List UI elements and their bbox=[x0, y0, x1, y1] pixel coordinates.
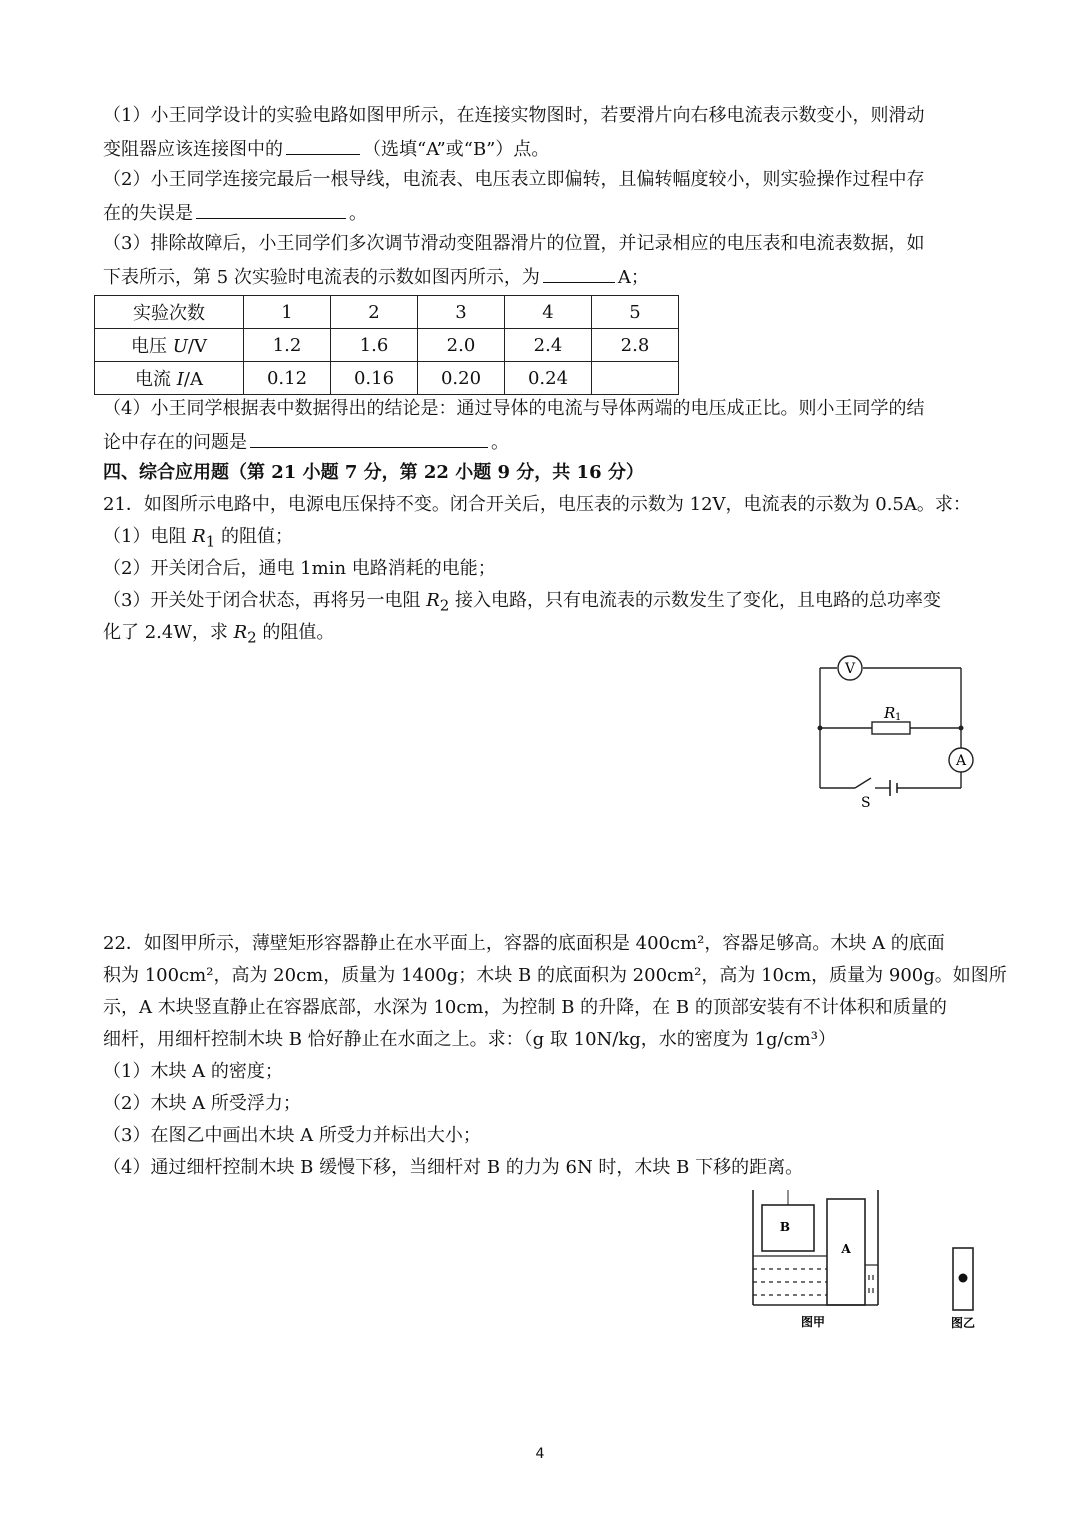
table-cell: 1.6 bbox=[331, 329, 418, 362]
table-header-cell bbox=[95, 362, 244, 395]
q20-part1-line2 bbox=[103, 136, 549, 162]
table-cell: 5 bbox=[592, 296, 679, 329]
q20-part4-line1: （4）小王同学根据表中数据得出的结论是：通过导体的电流与导体两端的电压成正比。则小王同学的结 bbox=[103, 398, 925, 419]
container-figure bbox=[745, 1185, 890, 1335]
voltage-label: 电压 bbox=[131, 336, 173, 357]
q21-sub3-line2 bbox=[103, 621, 334, 650]
answer-blank[interactable] bbox=[250, 429, 488, 448]
figure-caption-jia: 图甲 bbox=[800, 1315, 826, 1329]
table-cell: 2.4 bbox=[505, 329, 592, 362]
resistor-label-subscript: 1 bbox=[895, 712, 902, 723]
q22-line4: 细杆，用细杆控制木块 B 恰好静止在水面之上。求：（g 取 10N/kg，水的密度为 1g/cm³） bbox=[103, 1029, 836, 1050]
resistor-subscript: 1 bbox=[205, 532, 216, 551]
table-row bbox=[95, 362, 679, 395]
table-cell: 0.12 bbox=[244, 362, 331, 395]
q20-part4-text-b: 。 bbox=[491, 432, 509, 453]
table-cell: 0.20 bbox=[418, 362, 505, 395]
table-cell: 2 bbox=[331, 296, 418, 329]
page-number: 4 bbox=[535, 1446, 545, 1462]
q20-part2-text-b: 。 bbox=[349, 203, 367, 224]
q22-line2: 积为 100cm²，高为 20cm，质量为 1400g；木块 B 的底面积为 200cm²，高为 10cm，质量为 900g。如图所 bbox=[103, 965, 1007, 986]
q22-line1: 22．如图甲所示，薄壁矩形容器静止在水平面上，容器的底面积是 400cm²，容器足够高。木块 A 的底面 bbox=[103, 933, 945, 954]
q21-sub1-text-b: 的阻值； bbox=[215, 526, 294, 547]
voltmeter-label: V bbox=[844, 661, 856, 677]
table-cell: 4 bbox=[505, 296, 592, 329]
table-cell: 2.8 bbox=[592, 329, 679, 362]
table-cell: 3 bbox=[418, 296, 505, 329]
q20-part1-line1: （1）小王同学设计的实验电路如图甲所示，在连接实物图时，若要滑片向右移电流表示数变小，则滑动 bbox=[103, 105, 925, 126]
q20-part3-line2 bbox=[103, 264, 649, 290]
table-cell: 2.0 bbox=[418, 329, 505, 362]
answer-blank[interactable] bbox=[196, 200, 346, 219]
figure-caption-yi: 图乙 bbox=[950, 1316, 976, 1330]
experiment-data-table bbox=[94, 295, 679, 395]
resistor-symbol: R bbox=[192, 526, 206, 547]
voltage-symbol: U bbox=[172, 336, 188, 357]
q21-sub3-text-a: （3）开关处于闭合状态，再将另一电阻 bbox=[103, 590, 427, 611]
current-unit: /A bbox=[183, 369, 203, 390]
switch-label: S bbox=[861, 795, 871, 811]
table-cell: 1.2 bbox=[244, 329, 331, 362]
q22-sub2: （2）木块 A 所受浮力； bbox=[103, 1093, 301, 1114]
block-b-label: B bbox=[779, 1220, 791, 1234]
q20-part3-text-b: A； bbox=[617, 267, 649, 288]
q20-part3-text-a: 下表所示，第 5 次实验时电流表的示数如图丙所示，为 bbox=[103, 267, 540, 288]
answer-blank[interactable] bbox=[286, 136, 360, 155]
table-row bbox=[95, 329, 679, 362]
center-of-mass-dot bbox=[959, 1274, 968, 1283]
q20-part4-text-a: 论中存在的问题是 bbox=[103, 432, 247, 453]
resistor-symbol: R bbox=[426, 590, 440, 611]
force-figure bbox=[940, 1240, 985, 1335]
block-a-label: A bbox=[841, 1242, 851, 1256]
q21-sub3-line2-text-b: 的阻值。 bbox=[256, 622, 335, 643]
q20-part1-text-a: 变阻器应该连接图中的 bbox=[103, 139, 283, 160]
q20-part4-line2 bbox=[103, 429, 509, 455]
resistor-symbol: R bbox=[233, 622, 248, 643]
q21-sub2: （2）开关闭合后，通电 1min 电路消耗的电能； bbox=[103, 558, 496, 579]
section-heading: 四、综合应用题（第 21 小题 7 分，第 22 小题 9 分，共 16 分） bbox=[103, 462, 644, 483]
q20-part2-line2 bbox=[103, 200, 367, 226]
table-cell: 0.16 bbox=[331, 362, 418, 395]
q22-sub4: （4）通过细杆控制木块 B 缓慢下移，当细杆对 B 的力为 6N 时，木块 B 下移的距离。 bbox=[103, 1157, 804, 1178]
q22-sub3: （3）在图乙中画出木块 A 所受力并标出大小； bbox=[103, 1125, 481, 1146]
q20-part2-text-a: 在的失误是 bbox=[103, 203, 193, 224]
answer-blank[interactable] bbox=[543, 264, 615, 283]
q20-part2-line1: （2）小王同学连接完最后一根导线，电流表、电压表立即偏转，且偏转幅度较小，则实验操作过程中存 bbox=[103, 169, 925, 190]
q22-sub1: （1）木块 A 的密度； bbox=[103, 1061, 283, 1082]
voltage-unit: /V bbox=[187, 336, 207, 357]
q22-line3: 示，A 木块竖直静止在容器底部，水深为 10cm，为控制 B 的升降，在 B 的顶部安装有不计体积和质量的 bbox=[103, 997, 947, 1018]
resistor-subscript: 2 bbox=[247, 628, 257, 647]
current-label: 电流 bbox=[135, 369, 177, 390]
table-cell[interactable] bbox=[592, 362, 679, 395]
q21-sub1-text-a: （1）电阻 bbox=[103, 526, 193, 547]
ammeter-label: A bbox=[955, 753, 967, 769]
q21-sub3-text-b: 接入电路，只有电流表的示数发生了变化，且电路的总功率变 bbox=[449, 590, 942, 611]
resistor-label: R bbox=[884, 704, 896, 722]
table-header-cell: 实验次数 bbox=[95, 296, 244, 329]
table-cell: 1 bbox=[244, 296, 331, 329]
table-row bbox=[95, 296, 679, 329]
q21-sub1 bbox=[103, 525, 293, 554]
q21-stem: 21．如图所示电路中，电源电压保持不变。闭合开关后，电压表的示数为 12V，电流表的示数为 0.5A。求： bbox=[103, 494, 971, 515]
q21-sub3-line1 bbox=[103, 589, 941, 618]
resistor-subscript: 2 bbox=[439, 596, 450, 615]
q20-part1-text-b: （选填“A”或“B”）点。 bbox=[363, 139, 550, 160]
q21-sub3-line2-text-a: 化了 2.4W，求 bbox=[103, 622, 234, 643]
q20-part3-line1: （3）排除故障后，小王同学们多次调节滑动变阻器滑片的位置，并记录相应的电压表和电流表数据，如 bbox=[103, 233, 925, 254]
table-header-cell bbox=[95, 329, 244, 362]
circuit-diagram bbox=[805, 648, 980, 818]
table-cell: 0.24 bbox=[505, 362, 592, 395]
current-symbol: I bbox=[176, 369, 184, 390]
